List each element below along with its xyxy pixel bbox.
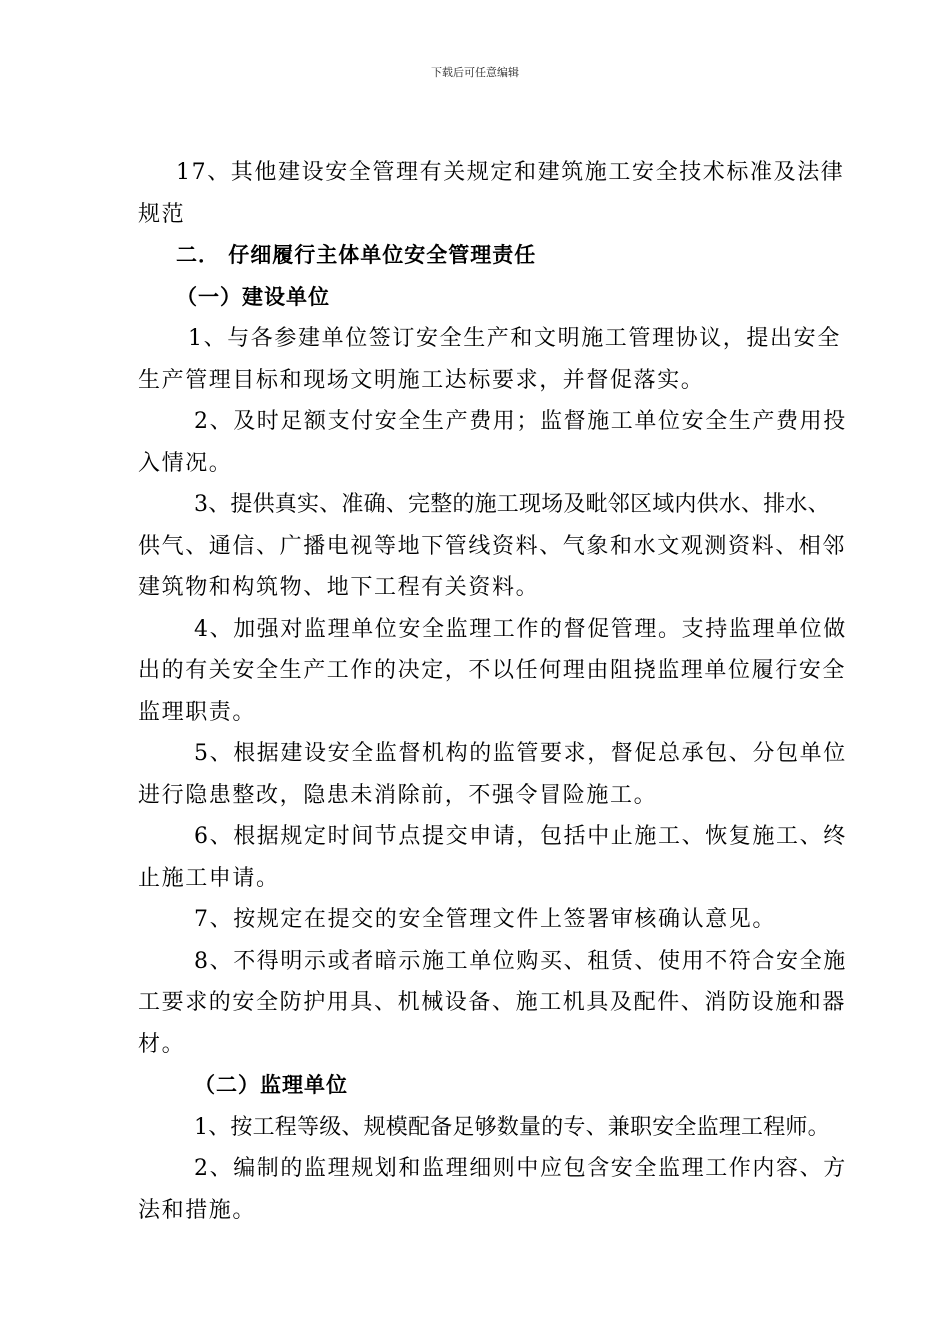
s1-item-6-line-1: 6、根据规定时间节点提交申请，包括中止施工、恢复施工、终 — [194, 824, 847, 849]
s2-item-2-line-2: 法和措施。 — [138, 1197, 257, 1223]
s1-item-1-line-1: 1、与各参建单位签订安全生产和文明施工管理协议，提出安全 — [188, 326, 841, 351]
s1-item-8-line-3: 材。 — [138, 1031, 186, 1057]
item-17-line-2: 规范 — [138, 201, 186, 227]
s1-item-3-line-3: 建筑物和构筑物、地下工程有关资料。 — [138, 575, 540, 600]
s2-item-1-line-1: 1、按工程等级、规模配备足够数量的专、兼职安全监理工程师。 — [194, 1114, 830, 1140]
s1-item-5-line-2: 进行隐患整改，隐患未消除前，不强令冒险施工。 — [138, 782, 658, 808]
document-body — [138, 152, 858, 1231]
subsection-2-title: （二）监理单位 — [194, 1073, 348, 1097]
page-header: 下载后可任意编辑 — [431, 66, 519, 79]
s1-item-8-line-1: 8、不得明示或者暗示施工单位购买、租赁、使用不符合安全施 — [194, 948, 847, 974]
section-2-title: 二． 仔细履行主体单位安全管理责任 — [176, 243, 537, 267]
s1-item-4-line-2: 出的有关安全生产工作的决定，不以任何理由阻挠监理单位履行安全 — [138, 658, 847, 683]
s1-item-5-line-1: 5、根据建设安全监督机构的监管要求，督促总承包、分包单位 — [194, 741, 847, 766]
s1-item-1-line-2: 生产管理目标和现场文明施工达标要求，并督促落实。 — [138, 367, 705, 393]
s1-item-4-line-1: 4、加强对监理单位安全监理工作的督促管理。支持监理单位做 — [194, 616, 847, 642]
s1-item-2-line-1: 2、及时足额支付安全生产费用；监督施工单位安全生产费用投 — [194, 409, 847, 434]
s1-item-7-line-1: 7、按规定在提交的安全管理文件上签署审核确认意见。 — [194, 907, 776, 932]
s1-item-3-line-2: 供气、通信、广播电视等地下管线资料、气象和水文观测资料、相邻 — [138, 533, 847, 559]
s1-item-4-line-3: 监理职责。 — [138, 699, 257, 725]
s1-item-3-line-1: 3、提供真实、准确、完整的施工现场及毗邻区域内供水、排水、 — [194, 492, 830, 517]
s1-item-8-line-2: 工要求的安全防护用具、机械设备、施工机具及配件、消防设施和器 — [138, 990, 847, 1015]
item-17-line-1: 17、其他建设安全管理有关规定和建筑施工安全技术标准及法律 — [176, 160, 845, 185]
s1-item-6-line-2: 止施工申请。 — [138, 865, 280, 891]
s2-item-2-line-1: 2、编制的监理规划和监理细则中应包含安全监理工作内容、方 — [194, 1156, 847, 1181]
s1-item-2-line-2: 入情况。 — [138, 450, 233, 476]
subsection-1-title: （一）建设单位 — [176, 284, 330, 309]
